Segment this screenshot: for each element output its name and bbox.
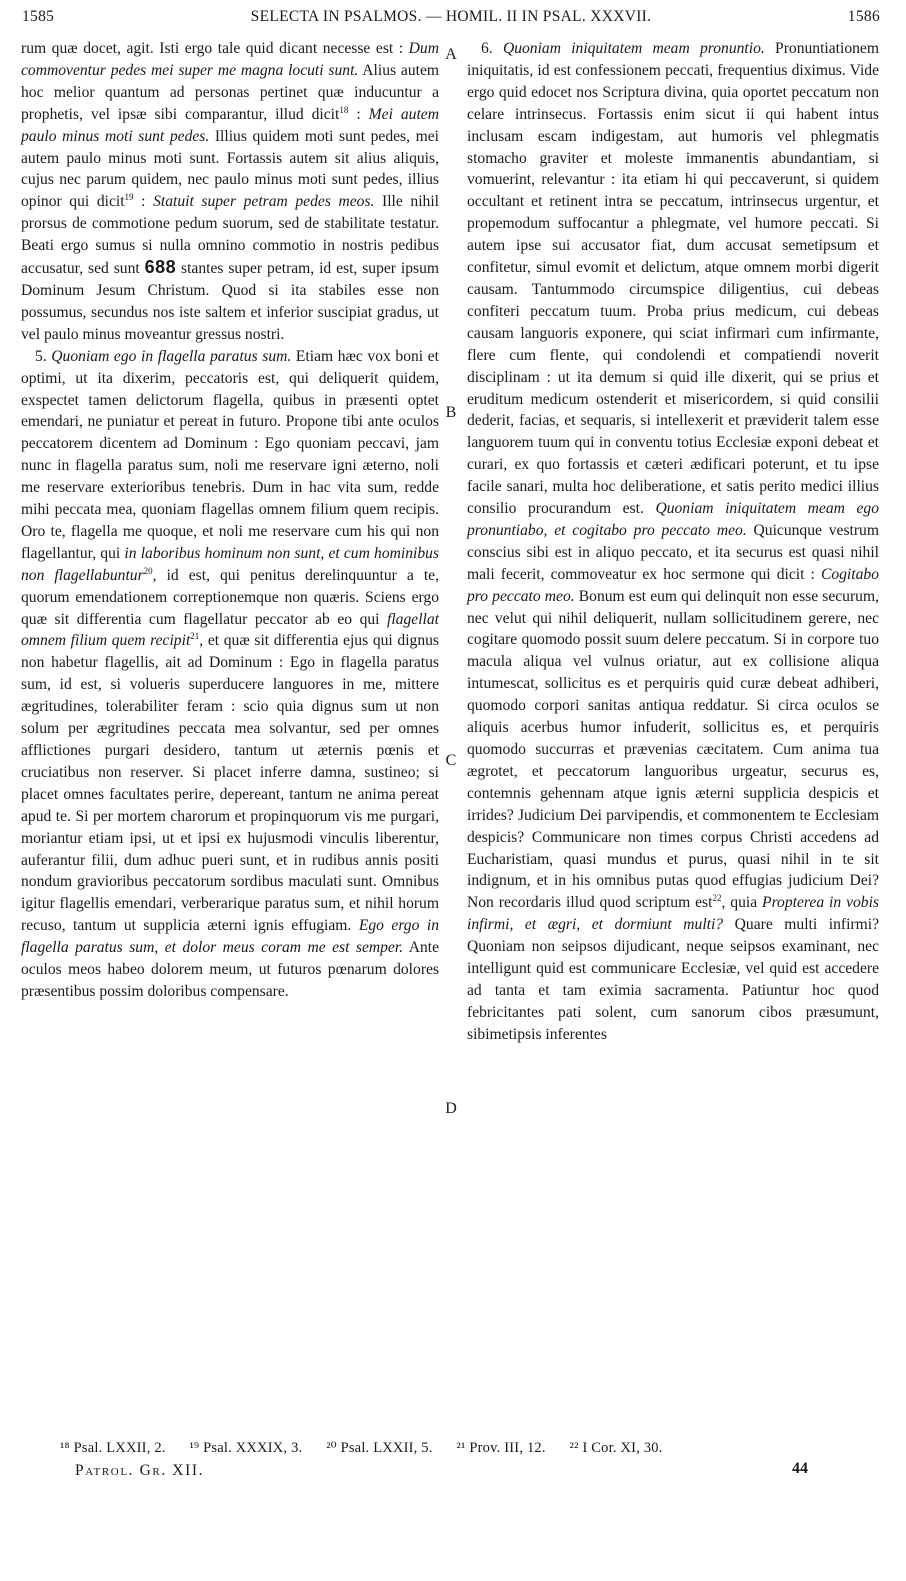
column-number: 688 [144, 257, 177, 278]
footnote-ref: 22 [712, 893, 722, 904]
footnote: ²² I Cor. XI, 30. [569, 1440, 663, 1456]
margin-marker-d: D [445, 1100, 457, 1117]
signature-mark: 44 [792, 1460, 808, 1477]
section-number: 6. [481, 40, 493, 57]
footnote: ¹⁹ Psal. XXXIX, 3. [189, 1440, 303, 1456]
running-title: SELECTA IN PSALMOS. — HOMIL. II IN PSAL. XXXVII. [250, 8, 652, 25]
footnote: ²⁰ Psal. LXXII, 5. [326, 1440, 433, 1456]
margin-marker-b: B [445, 404, 457, 421]
paragraph: 6. Quoniam iniquitatem meam pronuntio. Pronuntiationem iniquitatis, id est confessionem peccati, frequentius diximus. Vide ergo quid edocet nos Scriptura divina, quia oportet peccatum non celare intrinsecus. Fortassis enim sicut ii qui habent intus inclusam escam indigestam, aut humoris vel phlegmatis stomacho graviter et moleste immanentis abundantiam, si vomuerint, relevantur : ita etiam hi qui peccaverunt, si quidem occultant et retinent intra se peccatum, intrinsecus urgentur, et propemodum suffocantur a phlegmate, vel humore peccati. Si autem ipse sui accusator fiat, dum accusat semetipsum et confitetur, simul evomit et delictum, atque omnem morbi digerit causam. Tantummodo circumspice diligentius, cui debeas confiteri peccatum tuum. Proba prius medicum, cui debeas causam languoris exponere, qui sciat infirmari cum infirmante, flere cum flente, qui condolendi et compatiendi noverit disciplinam : ut ita demum si quid ille dixerit, qui se prius et eruditum medicum ostenderit et misericordem, si quid consilii dederit, facias, et sequaris, si intellexerit et præviderit talem esse languorem tuum qui in conventu totius Ecclesiæ exponi debeat et curari, ex quo fortassis et cæteri ædificari poterunt, et tu ipse facile sanari, multa hoc deliberatione, et satis perito medici illius consilio procurandum est. Quoniam iniquitatem meam ego pronuntiabo, et cogitabo pro peccato meo. Quicunque vestrum conscius sibi est in aliquo peccato, et ita securus est quasi nihil mali fecerit, commoveatur ex hoc sermone qui dicit : Cogitabo pro peccato meo. Bonum est eum qui delinquit non esse securum, nec velut qui nihil deliquerit, nullam sollicitudinem gerere, nec cogitare quomodo possit suum delere peccatum. Si in corpore tuo macula aliqua vel vulnus oriatur, aut ex collisione aliqua intumescat, sollicitus es et perquiris quid curæ debeat adhiberi, quomodo corpori sanitas antiqua reddatur. Si circa oculos se aliquis acerbus humor infuderit, sollicitus es, et perquiris quomodo succurras et prævenias cæcitatem. Cum anima tua ægrotet, et peccatorum languoribus urgeatur, securus es, contemnis gehennam atque ignis æterni supplicia despicis et irrides? Judicium Dei parvipendis, et commonentem te Ecclesiam despicis? Communicare non times corpus Christi accedens ad Eucharistiam, quasi mundus et purus, quasi nihil in te sit indignum, et in his omnibus putas quod effugias judicium Dei? Non recordaris illud quod scriptum est$^{22}$, quia Propterea in vobis infirmi, et ægri, et dormiunt multi? Quare multi infirmi? Quoniam non seipsos dijudicant, neque seipsos examinant, nec intelligunt quid est communicare Ecclesiæ, vel quid est accedere ad tanta et tam eximia sacramenta. Patiuntur hoc quod febricitantes pati solent, cum sanorum cibos præsumunt, sibimetipsis inferentes [467, 40, 879, 1043]
footnote-ref: 19 [124, 192, 134, 203]
right-column [467, 38, 879, 1046]
paragraph: 5. Quoniam ego in flagella paratus sum. Etiam hæc vox boni et optimi, ut ita dixerim, peccatoris est, qui deliquerit quidem, exspectet tamen delictorum flagella, quibus in præsenti optet emendari, ne puniatur et pereat in futuro. Propone tibi ante oculos peccatorem dicentem ad Dominum : Ego quoniam peccavi, jam nunc in flagella paratus sum, noli me reservare igni æterno, noli me reservare exterioribus tenebris. Dum in hac vita sum, redde mihi peccata mea, quoniam flagellas omnem filium quem recipis. Oro te, flagella me quoque, et noli me reservare cum his qui non flagellantur, qui in laboribus hominum non sunt, et cum hominibus non flagellabuntur$^{20}$, id est, qui penitus derelinquuntur a te, quorum emendationem correptionemque non quæris. Sciens ergo quæ sit differentia cum flagellatur peccator ab eo qui flagellat omnem filium quem recipit$^{21}$, et quæ sit differentia ejus qui dignus non habetur flagellis, ait ad Dominum : Ego in flagella paratus sum, id est, si volueris superducere languores in me, mittere ægritudines, tolerabiliter feram : scio quia dignus sum ut non solum per ægritudines peccata mea solvantur, sed per omnes afflictiones purgari desidero, tantum ut æternis pœnis et cruciatibus non reserver. Si placet inferre damna, sustineo; si placet omnes facultates perire, depereant, tantum ne anima pereat apud te. Si per mortem charorum et propinquorum vis me purgari, moriantur etiam ipsi, ut et ipsi ex hujusmodi vinculis liberentur, auferantur filii, dum adhuc pueri sunt, et in rudibus annis positi nondum gravioribus peccatorum sordibus maculati sunt. Omnibus igitur flagellis emendari, verberarique paratus sum, et nihil horum recuso, tantum ut supplicia æterni ignis effugiam. Ego ergo in flagella paratus sum, et dolor meus coram me est semper. Ante oculos meos habeo dolorem meum, ut futuros pœnarum dolores præsentibus possim doloribus compensare. [21, 347, 440, 1000]
footnote-ref: 20 [143, 565, 153, 576]
page-number-left: 1585 [22, 8, 55, 25]
left-column [21, 38, 439, 1003]
footnote-ref: 18 [339, 104, 349, 115]
running-header [22, 8, 880, 32]
page-number-right: 1586 [847, 8, 880, 25]
footnote-ref: 21 [190, 631, 200, 642]
margin-marker-a: A [445, 46, 457, 63]
margin-marker-c: C [445, 752, 457, 769]
footnotes [60, 1440, 860, 1457]
footnote: ¹⁸ Psal. LXXII, 2. [60, 1440, 166, 1456]
section-number: 5. [35, 347, 47, 365]
paragraph: rum quæ docet, agit. Isti ergo tale quid dicant necesse est : Dum commoventur pedes mei super me magna locuti sunt. Alius autem hoc melior quantum ad personas pertinet quæ inducuntur a prophetis, vel ipsæ sibi comparantur, illud dicit$^{18}$ : Mei autem paulo minus moti sunt pedes. Illius quidem moti sunt pedes, mei autem paulo minus moti sunt. Fortassis autem sit alius aliquis, cujus nec parum quidem, nec paulo minus moti sunt pedes, illius opinor qui dicit$^{19}$ : Statuit super petram pedes meos. Ille nihil prorsus de commotione pedum suorum, sed de stabilitate testatur. Beati ergo sumus si nulla omnino commotio in nostris pedibus accusatur, sed sunt 688 stantes super petram, id est, super ipsum Dominum Jesum Christum. Quod si ita stabiles esse non possumus, secundus nos iste saltem et inferior suscipiat gradus, ut vel paulo minus moveantur gressus nostri. [21, 40, 440, 343]
footnote: ²¹ Prov. III, 12. [456, 1440, 546, 1456]
volume-signature: Patrol. Gr. XII. [75, 1462, 205, 1479]
